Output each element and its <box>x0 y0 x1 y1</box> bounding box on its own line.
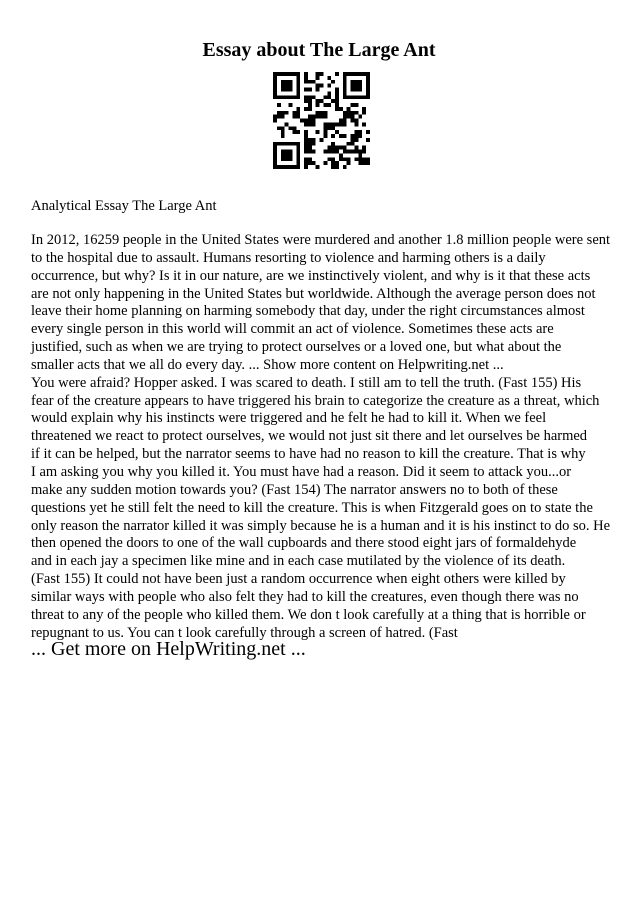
qr-code-icon <box>273 72 370 169</box>
body-line: threatened we react to protect ourselves, we would not just sit there and let ourselves be harmed <box>31 428 588 445</box>
body-line: repugnant to us. You can t look carefully through a screen of hatred. (Fast <box>31 624 458 641</box>
body-line: You were afraid? Hopper asked. I was scared to death. I still am to tell the truth. (Fast 155) His <box>31 374 582 391</box>
body-line: similar ways with people who also felt they had to kill the creatures, even though there was no <box>31 588 579 605</box>
body-line: leave their home planning on harming somebody that day, under the right circumstances almost <box>31 303 585 320</box>
body-line: I am asking you why you killed it. You must have had a reason. Did it seem to attack you...or <box>31 463 572 480</box>
get-more-link[interactable]: ... Get more on HelpWriting.net ... <box>31 638 306 660</box>
body-line: occurrence, but why? Is it in our nature, are we instinctively violent, and why is it that these acts <box>31 267 591 284</box>
essay-subtitle: Analytical Essay The Large Ant <box>31 198 217 214</box>
body-line: every single person in this world will commit an act of violence. Sometimes these acts are <box>31 321 554 338</box>
body-line: questions yet he still felt the need to kill the creature. This is when Fitzgerald goes on to state the <box>31 499 593 516</box>
body-line: threat to any of the people who killed them. We don t look carefully at a thing that is horrible or <box>31 606 586 623</box>
page-title: Essay about The Large Ant <box>202 39 436 61</box>
body-line: and in each jay a specimen like mine and in each case mutilated by the violence of its death. <box>31 553 566 570</box>
body-line: (Fast 155) It could not have been just a random occurrence when eight others were killed by <box>31 571 566 588</box>
body-line: only reason the narrator killed it was simply because he is a human and it is his instinct to do so. He <box>31 517 611 534</box>
body-line: would explain why his instincts were triggered and he felt he had to kill it. When we feel <box>31 410 547 427</box>
essay-body <box>31 232 611 642</box>
body-line: to the hospital due to assault. Humans resorting to violence and harming others is a daily <box>31 249 546 266</box>
body-line: In 2012, 16259 people in the United States were murdered and another 1.8 million people were sent <box>31 232 611 248</box>
body-line: fear of the creature appears to have triggered his brain to categorize the creature as a threat, which <box>31 392 600 409</box>
body-line: make any sudden motion towards you? (Fast 154) The narrator answers no to both of these <box>31 481 558 498</box>
body-line: justified, such as when we are trying to protect ourselves or a loved one, but what about the <box>31 339 562 356</box>
body-line: are not only happening in the United States but worldwide. Although the average person does not <box>31 285 596 302</box>
body-line: if it can be helped, but the narrator seems to have had no reason to kill the creature. That is why <box>31 446 586 463</box>
body-line: smaller acts that we all do every day. ... Show more content on Helpwriting.net ... <box>31 356 504 373</box>
body-line: then opened the doors to one of the wall cupboards and there stood eight jars of formaldehyde <box>31 535 577 552</box>
